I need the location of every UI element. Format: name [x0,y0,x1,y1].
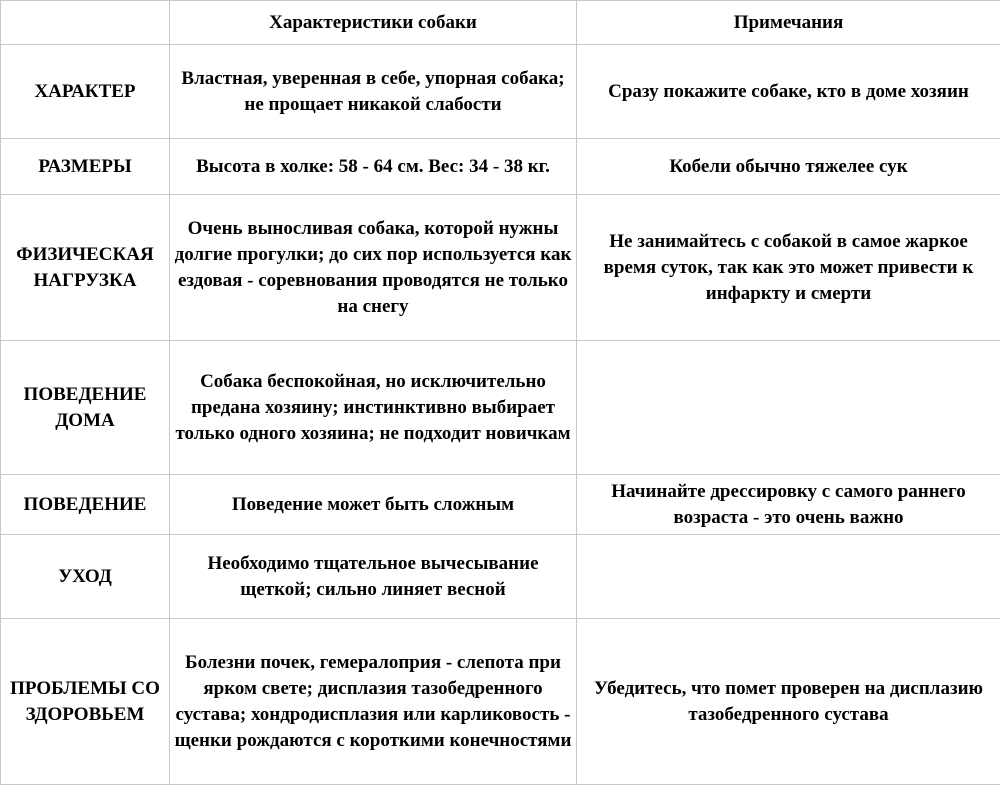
note-cell: Начинайте дрессировку с самого раннего возраста - это очень важно [577,475,1000,535]
note-cell [577,535,1000,619]
header-row [1,1,1000,45]
table-row [1,475,1000,535]
characteristic-cell: Властная, уверенная в себе, упорная собака; не прощает никакой слабости [170,45,577,139]
note-cell: Не занимайтесь с собакой в самое жаркое время суток, так как это может привести к инфаркту и смерти [577,195,1000,341]
table-row [1,619,1000,785]
row-label-health: ПРОБЛЕМЫ СО ЗДОРОВЬЕМ [1,619,170,785]
note-cell: Убедитесь, что помет проверен на дисплазию тазобедренного сустава [577,619,1000,785]
header-cell-label [1,1,170,45]
table-row [1,535,1000,619]
row-label-character: ХАРАКТЕР [1,45,170,139]
note-cell [577,341,1000,475]
characteristic-cell: Собака беспокойная, но исключительно предана хозяину; инстинктивно выбирает только одного хозяина; не подходит новичкам [170,341,577,475]
row-label-exercise: ФИЗИЧЕСКАЯ НАГРУЗКА [1,195,170,341]
header-cell-characteristics: Характеристики собаки [170,1,577,45]
characteristic-cell: Высота в холке: 58 - 64 см. Вес: 34 - 38 кг. [170,139,577,195]
characteristic-cell: Необходимо тщательное вычесывание щеткой; сильно линяет весной [170,535,577,619]
header-cell-notes: Примечания [577,1,1000,45]
row-label-behavior: ПОВЕДЕНИЕ [1,475,170,535]
table-row [1,45,1000,139]
note-cell: Сразу покажите собаке, кто в доме хозяин [577,45,1000,139]
table-row [1,195,1000,341]
row-label-size: РАЗМЕРЫ [1,139,170,195]
characteristic-cell: Очень выносливая собака, которой нужны долгие прогулки; до сих пор используется как ездовая - соревнования проводятся не только на снегу [170,195,577,341]
row-label-home-behavior: ПОВЕДЕНИЕ ДОМА [1,341,170,475]
table-row [1,341,1000,475]
characteristic-cell: Поведение может быть сложным [170,475,577,535]
note-cell: Кобели обычно тяжелее сук [577,139,1000,195]
row-label-grooming: УХОД [1,535,170,619]
table-row [1,139,1000,195]
characteristic-cell: Болезни почек, гемералоприя - слепота при ярком свете; дисплазия тазобедренного сустава; хондродисплазия или карликовость - щенки рождаются с короткими конечностями [170,619,577,785]
